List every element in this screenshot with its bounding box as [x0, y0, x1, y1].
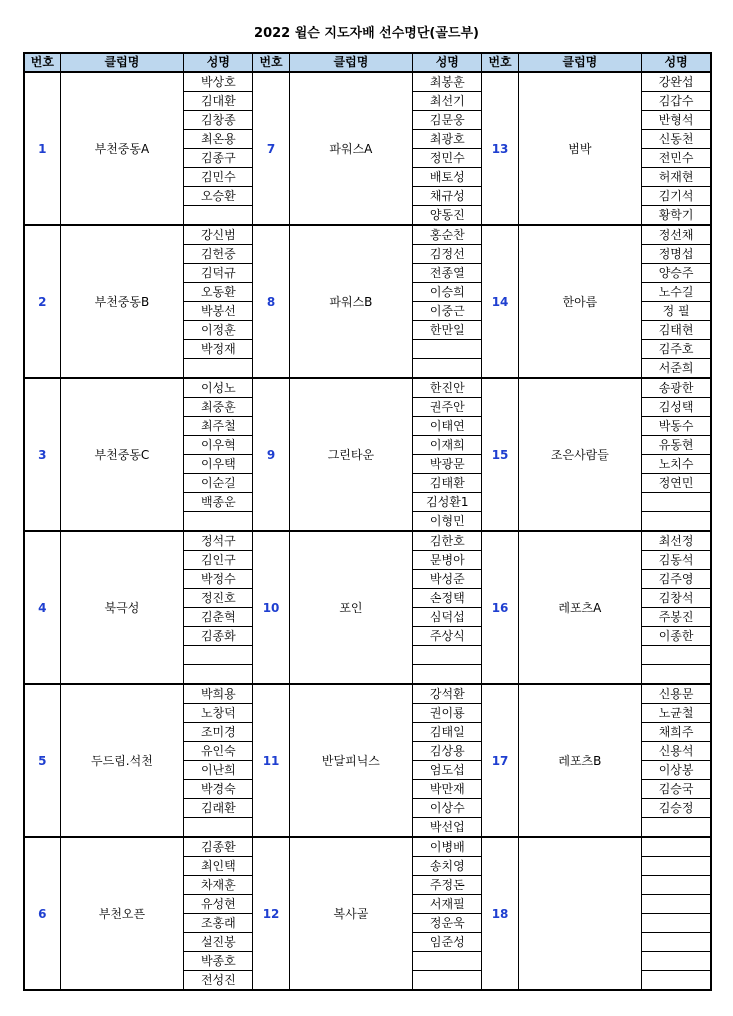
player-name: 손정택 [413, 589, 482, 608]
club-name: 두드림.석천 [60, 684, 184, 837]
player-name: 김인구 [184, 551, 253, 570]
player-name: 엄도섭 [413, 761, 482, 780]
table-row [24, 378, 711, 398]
player-name: 유성현 [184, 895, 253, 914]
player-name: 차재훈 [184, 876, 253, 895]
player-name: 이난희 [184, 761, 253, 780]
team-number: 12 [253, 837, 289, 990]
player-name: 이태연 [413, 417, 482, 436]
player-name [642, 646, 711, 665]
player-name: 김성택 [642, 398, 711, 417]
team-number: 6 [24, 837, 60, 990]
player-name: 김승국 [642, 780, 711, 799]
player-name: 박성준 [413, 570, 482, 589]
player-name [642, 914, 711, 933]
player-name: 조홍래 [184, 914, 253, 933]
player-name: 정운욱 [413, 914, 482, 933]
player-name [413, 952, 482, 971]
player-name [642, 857, 711, 876]
header-club: 클럽명 [518, 53, 642, 72]
club-name: 부천오픈 [60, 837, 184, 990]
team-number: 17 [482, 684, 518, 837]
player-name: 강석환 [413, 684, 482, 704]
player-name: 권이룡 [413, 704, 482, 723]
player-name [413, 665, 482, 685]
club-name: 부천중동B [60, 225, 184, 378]
team-number: 4 [24, 531, 60, 684]
club-name: 반달피닉스 [289, 684, 413, 837]
player-name: 신용문 [642, 684, 711, 704]
player-name: 최선기 [413, 92, 482, 111]
player-name: 박경숙 [184, 780, 253, 799]
player-name: 노창덕 [184, 704, 253, 723]
player-name: 이승희 [413, 283, 482, 302]
player-name: 김태일 [413, 723, 482, 742]
club-name: 레포츠A [518, 531, 642, 684]
club-name [518, 837, 642, 990]
player-name: 채희주 [642, 723, 711, 742]
player-name: 김기석 [642, 187, 711, 206]
team-number: 16 [482, 531, 518, 684]
player-name: 전종열 [413, 264, 482, 283]
player-name: 한만일 [413, 321, 482, 340]
header-club: 클럽명 [60, 53, 184, 72]
player-name: 심덕섭 [413, 608, 482, 627]
team-number: 1 [24, 72, 60, 225]
player-name: 임준성 [413, 933, 482, 952]
team-number: 8 [253, 225, 289, 378]
player-name: 전성진 [184, 971, 253, 991]
header-number: 번호 [482, 53, 518, 72]
player-name: 박정수 [184, 570, 253, 589]
header-row [24, 53, 711, 72]
player-name: 김덕규 [184, 264, 253, 283]
team-number: 18 [482, 837, 518, 990]
club-name: 그린타운 [289, 378, 413, 531]
player-name: 이재희 [413, 436, 482, 455]
player-name: 오승환 [184, 187, 253, 206]
player-name: 주상식 [413, 627, 482, 646]
team-number: 13 [482, 72, 518, 225]
player-name: 이상봉 [642, 761, 711, 780]
player-name: 신용석 [642, 742, 711, 761]
player-name: 최선정 [642, 531, 711, 551]
player-name: 배토성 [413, 168, 482, 187]
player-name: 이정훈 [184, 321, 253, 340]
page-title: 2022 윌슨 지도자배 선수명단(골드부) [254, 26, 479, 41]
player-name: 백종운 [184, 493, 253, 512]
club-name: 파워스A [289, 72, 413, 225]
player-name: 김갑수 [642, 92, 711, 111]
team-number: 5 [24, 684, 60, 837]
player-name [642, 895, 711, 914]
player-name [642, 818, 711, 838]
player-name: 이종한 [642, 627, 711, 646]
team-number: 15 [482, 378, 518, 531]
player-name: 최주철 [184, 417, 253, 436]
team-number: 11 [253, 684, 289, 837]
player-name: 김태현 [642, 321, 711, 340]
table-row [24, 225, 711, 245]
table-row [24, 72, 711, 92]
player-name: 주정돈 [413, 876, 482, 895]
player-name: 설진봉 [184, 933, 253, 952]
club-name: 북극성 [60, 531, 184, 684]
player-name: 양승주 [642, 264, 711, 283]
player-name [642, 512, 711, 532]
player-name: 정진호 [184, 589, 253, 608]
player-name: 김래환 [184, 799, 253, 818]
player-name: 노치수 [642, 455, 711, 474]
header-names: 성명 [413, 53, 482, 72]
player-name [642, 971, 711, 991]
player-name [642, 952, 711, 971]
player-name: 이우혁 [184, 436, 253, 455]
team-number: 7 [253, 72, 289, 225]
table-row [24, 684, 711, 704]
player-name: 박종호 [184, 952, 253, 971]
player-name: 김종구 [184, 149, 253, 168]
player-name: 김창종 [184, 111, 253, 130]
player-name: 김대환 [184, 92, 253, 111]
club-name: 복사골 [289, 837, 413, 990]
player-name: 권주안 [413, 398, 482, 417]
roster-table [23, 52, 712, 991]
player-name [413, 340, 482, 359]
player-name: 정명섭 [642, 245, 711, 264]
player-name: 한진안 [413, 378, 482, 398]
header-names: 성명 [184, 53, 253, 72]
player-name: 김태환 [413, 474, 482, 493]
club-name: 레포츠B [518, 684, 642, 837]
player-name: 문병아 [413, 551, 482, 570]
player-name [184, 206, 253, 226]
header-number: 번호 [24, 53, 60, 72]
player-name: 김종화 [184, 627, 253, 646]
club-name: 한아름 [518, 225, 642, 378]
player-name: 송치영 [413, 857, 482, 876]
player-name: 허재현 [642, 168, 711, 187]
player-name: 이순길 [184, 474, 253, 493]
club-name: 포인 [289, 531, 413, 684]
player-name: 강완섭 [642, 72, 711, 92]
club-name: 파워스B [289, 225, 413, 378]
team-number: 2 [24, 225, 60, 378]
player-name [413, 646, 482, 665]
player-name [642, 876, 711, 895]
player-name: 반형석 [642, 111, 711, 130]
player-name: 전민수 [642, 149, 711, 168]
player-name: 조미경 [184, 723, 253, 742]
player-name [642, 837, 711, 857]
player-name [184, 818, 253, 838]
player-name: 김춘혁 [184, 608, 253, 627]
player-name: 최온용 [184, 130, 253, 149]
header-club: 클럽명 [289, 53, 413, 72]
player-name: 양동진 [413, 206, 482, 226]
team-number: 9 [253, 378, 289, 531]
player-name: 최중훈 [184, 398, 253, 417]
player-name: 정연민 [642, 474, 711, 493]
team-number: 3 [24, 378, 60, 531]
player-name [642, 665, 711, 685]
player-name: 박상호 [184, 72, 253, 92]
player-name: 유동현 [642, 436, 711, 455]
player-name: 주봉진 [642, 608, 711, 627]
player-name: 강신범 [184, 225, 253, 245]
player-name: 이성노 [184, 378, 253, 398]
club-name: 부천중동C [60, 378, 184, 531]
header-names: 성명 [642, 53, 711, 72]
player-name [642, 933, 711, 952]
player-name: 김주호 [642, 340, 711, 359]
player-name: 김승정 [642, 799, 711, 818]
player-name: 이우택 [184, 455, 253, 474]
player-name: 박광문 [413, 455, 482, 474]
player-name [642, 493, 711, 512]
player-name: 최광호 [413, 130, 482, 149]
player-name: 홍순찬 [413, 225, 482, 245]
player-name: 김정선 [413, 245, 482, 264]
roster-body [24, 72, 711, 990]
player-name: 김종환 [184, 837, 253, 857]
player-name: 김주영 [642, 570, 711, 589]
player-name: 정석구 [184, 531, 253, 551]
player-name: 이병배 [413, 837, 482, 857]
player-name [413, 359, 482, 379]
player-name: 김동석 [642, 551, 711, 570]
table-row [24, 531, 711, 551]
player-name: 김상용 [413, 742, 482, 761]
player-name: 송광한 [642, 378, 711, 398]
player-name: 이상수 [413, 799, 482, 818]
player-name: 오동환 [184, 283, 253, 302]
player-name [184, 359, 253, 379]
club-name: 범박 [518, 72, 642, 225]
player-name: 노수길 [642, 283, 711, 302]
player-name: 정선채 [642, 225, 711, 245]
player-name: 채규성 [413, 187, 482, 206]
player-name: 노균철 [642, 704, 711, 723]
player-name: 박정재 [184, 340, 253, 359]
player-name: 박만재 [413, 780, 482, 799]
club-name: 조은사람들 [518, 378, 642, 531]
player-name: 이형민 [413, 512, 482, 532]
player-name: 정 필 [642, 302, 711, 321]
player-name: 박선업 [413, 818, 482, 838]
player-name: 김문웅 [413, 111, 482, 130]
player-name: 신동천 [642, 130, 711, 149]
player-name: 박희용 [184, 684, 253, 704]
player-name: 이중근 [413, 302, 482, 321]
player-name: 김한호 [413, 531, 482, 551]
club-name: 부천중동A [60, 72, 184, 225]
player-name: 서준희 [642, 359, 711, 379]
team-number: 14 [482, 225, 518, 378]
player-name [184, 665, 253, 685]
player-name [413, 971, 482, 991]
player-name: 박봉선 [184, 302, 253, 321]
player-name: 김헌중 [184, 245, 253, 264]
player-name: 황학기 [642, 206, 711, 226]
header-number: 번호 [253, 53, 289, 72]
table-row [24, 837, 711, 857]
player-name: 김성환1 [413, 493, 482, 512]
player-name: 정민수 [413, 149, 482, 168]
player-name: 박동수 [642, 417, 711, 436]
team-number: 10 [253, 531, 289, 684]
player-name: 김민수 [184, 168, 253, 187]
player-name: 김창석 [642, 589, 711, 608]
player-name [184, 646, 253, 665]
player-name: 서재필 [413, 895, 482, 914]
player-name: 유인숙 [184, 742, 253, 761]
player-name: 최인택 [184, 857, 253, 876]
player-name: 최봉훈 [413, 72, 482, 92]
player-name [184, 512, 253, 532]
